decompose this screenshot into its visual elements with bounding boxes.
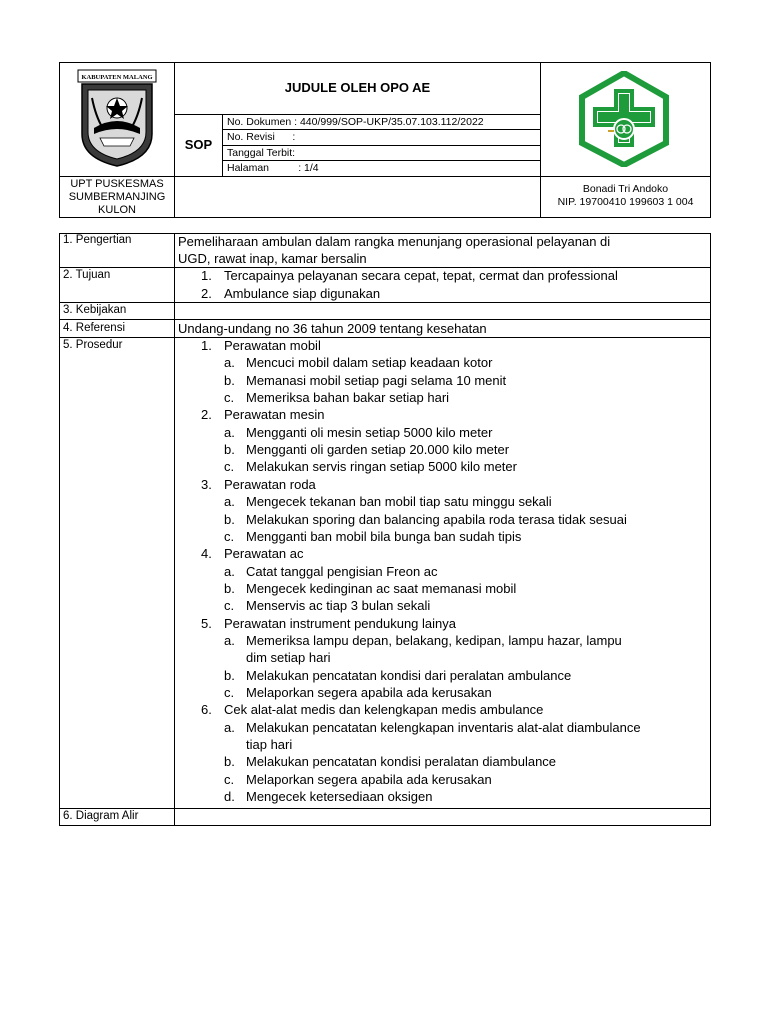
prosedur-group-title: Cek alat-alat medis dan kelengkapan medis ambulance	[224, 702, 544, 718]
label-referensi: 4. Referensi	[63, 322, 126, 334]
page-field: Halaman : 1/4	[227, 162, 319, 174]
prosedur-group-title: Perawatan mesin	[224, 407, 325, 423]
prosedur-group-title: Perawatan instrument pendukung lainya	[224, 615, 456, 631]
prosedur-group-number: 6.	[201, 702, 212, 718]
prosedur-group-number: 4.	[201, 546, 212, 562]
prosedur-item-letter: b.	[224, 511, 235, 527]
label-tujuan: 2. Tujuan	[63, 269, 111, 281]
prosedur-item-letter: a.	[224, 494, 235, 510]
prosedur-item-letter: c.	[224, 528, 235, 544]
prosedur-item-text: Melakukan sporing dan balancing apabila roda terasa tidak sesuai	[246, 511, 627, 527]
doc-number-field: No. Dokumen : 440/999/SOP-UKP/35.07.103.112/2022	[227, 116, 484, 128]
label-diagram-alir: 6. Diagram Alir	[63, 810, 139, 822]
prosedur-item-letter: a.	[224, 424, 235, 440]
prosedur-item-letter: a.	[224, 632, 235, 648]
prosedur-item-text: Melaporkan segera apabila ada kerusakan	[246, 685, 492, 700]
label-prosedur: 5. Prosedur	[63, 339, 123, 351]
prosedur-item-text: Mengecek tekanan ban mobil tiap satu minggu sekali	[246, 494, 552, 510]
prosedur-group-title: Perawatan roda	[224, 476, 316, 492]
prosedur-item-letter: c.	[224, 685, 235, 700]
unit-name-line-2: SUMBERMANJING	[68, 191, 166, 203]
issue-date-field: Tanggal Terbit:	[227, 147, 296, 159]
prosedur-item-text: Melakukan pencatatan kondisi peralatan diambulance	[246, 754, 557, 770]
tujuan-item-2: Ambulance siap digunakan	[224, 286, 381, 301]
referensi-text: Undang-undang no 36 tahun 2009 tentang kesehatan	[178, 321, 487, 336]
prosedur-group-title: Perawatan ac	[224, 546, 304, 562]
prosedur-item-text: Memanasi mobil setiap pagi selama 10 menit	[246, 372, 507, 388]
prosedur-item-text: Melaporkan segera apabila ada kerusakan	[246, 771, 492, 787]
prosedur-item-text: Mengecek kedinginan ac saat memanasi mobil	[246, 580, 517, 596]
tujuan-item-1: Tercapainya pelayanan secara cepat, tepat, cermat dan professional	[224, 268, 618, 283]
revision-field: No. Revisi :	[227, 131, 296, 143]
crest-label: KABUPATEN MALANG	[81, 74, 153, 81]
sop-label: SOP	[184, 137, 213, 152]
pengertian-line-2: UGD, rawat inap, kamar bersalin	[178, 251, 367, 266]
prosedur-item-letter: c.	[224, 459, 235, 475]
prosedur-item-letter: a.	[224, 563, 235, 579]
prosedur-item-text: Mengganti ban mobil bila bunga ban sudah tipis	[246, 528, 522, 544]
puskesmas-logo	[578, 71, 670, 167]
prosedur-item-text: Melakukan pencatatan kelengkapan inventaris alat-alat diambulance	[246, 719, 641, 735]
prosedur-item-text: tiap hari	[246, 737, 293, 753]
prosedur-item-letter: c.	[224, 771, 235, 787]
kabupaten-malang-crest-logo	[76, 68, 158, 168]
prosedur-item-text: Mengganti oli garden setiap 20.000 kilo meter	[246, 442, 510, 458]
prosedur-item-letter: b.	[224, 667, 235, 683]
unit-name-line-1: UPT PUSKESMAS	[70, 178, 164, 190]
prosedur-group-number: 3.	[201, 476, 212, 492]
prosedur-item-text: Catat tanggal pengisian Freon ac	[246, 563, 438, 579]
prosedur-item-letter: a.	[224, 719, 235, 735]
prosedur-group-number: 2.	[201, 407, 212, 423]
unit-name-line-3: KULON	[98, 204, 136, 216]
prosedur-item-text: Melakukan pencatatan kondisi dari peralatan ambulance	[246, 667, 572, 683]
prosedur-item-text: Menservis ac tiap 3 bulan sekali	[246, 598, 431, 614]
tujuan-num-1: 1.	[201, 268, 212, 283]
prosedur-item-letter: b.	[224, 580, 235, 596]
prosedur-item-text: Memeriksa bahan bakar setiap hari	[246, 390, 450, 406]
prosedur-item-text: Memeriksa lampu depan, belakang, kedipan, lampu hazar, lampu	[246, 632, 622, 648]
prosedur-group-title: Perawatan mobil	[224, 338, 321, 353]
prosedur-item-text: dim setiap hari	[246, 650, 331, 666]
prosedur-item-text: Mengecek ketersediaan oksigen	[246, 789, 433, 805]
prosedur-item-letter: d.	[224, 789, 235, 805]
pengertian-line-1: Pemeliharaan ambulan dalam rangka menunjang operasional pelayanan di	[178, 234, 611, 249]
tujuan-num-2: 2.	[201, 286, 212, 301]
prosedur-item-letter: c.	[224, 390, 235, 406]
prosedur-group-number: 1.	[201, 338, 212, 353]
label-pengertian: 1. Pengertian	[63, 234, 132, 246]
prosedur-item-letter: b.	[224, 372, 235, 388]
signer-nip: NIP. 19700410 199603 1 004	[557, 196, 694, 208]
prosedur-item-letter: c.	[224, 598, 235, 614]
prosedur-item-text: Mengganti oli mesin setiap 5000 kilo meter	[246, 424, 493, 440]
signer-name: Bonadi Tri Andoko	[582, 183, 669, 195]
prosedur-item-letter: b.	[224, 754, 235, 770]
prosedur-item-text: Melakukan servis ringan setiap 5000 kilo meter	[246, 459, 517, 475]
document-title: JUDULE OLEH OPO AE	[284, 80, 431, 95]
prosedur-item-letter: a.	[224, 355, 235, 371]
prosedur-item-text: Mencuci mobil dalam setiap keadaan kotor	[246, 355, 493, 371]
label-kebijakan: 3. Kebijakan	[63, 304, 127, 316]
prosedur-item-letter: b.	[224, 442, 235, 458]
prosedur-group-number: 5.	[201, 615, 212, 631]
